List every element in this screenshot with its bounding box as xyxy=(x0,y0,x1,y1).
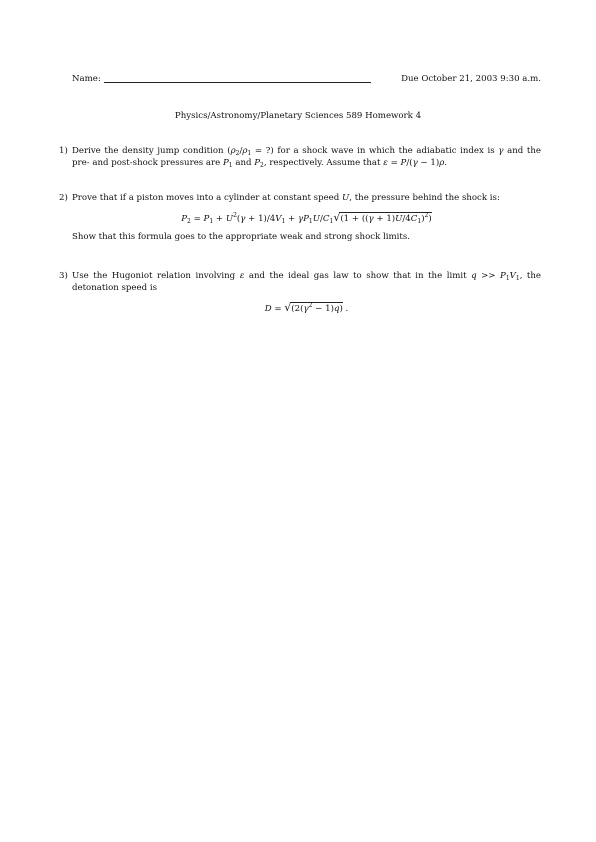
problem-followup: Show that this formula goes to the appropriate weak and strong shock limits. xyxy=(72,232,411,242)
problem-text: Prove that if a piston moves into a cylinder at constant speed U, the pressure behind the shock is: $P_2 = P_1 + U^2(\gamma + 1)/4V_1 + \gamma P_1U/C_1√(1 + ((\gamma + 1)U/4C_1)^2)$ Show that this formula goes to the appropriate weak and strong shock limits. xyxy=(72,192,541,243)
problem-2 xyxy=(59,192,541,243)
name-blank-line xyxy=(104,82,371,83)
pressure-equation: $P_2 = P_1 + U^2(\gamma + 1)/4V_1 + \gamma P_1U/C_1√(1 + ((\gamma + 1)U/4C_1)^2)$ xyxy=(181,211,432,225)
detonation-speed-equation: $D = √(2(\gamma^2 - 1)q)$ . xyxy=(264,301,349,314)
problem-text: Derive the density jump condition ($\rho_2/\rho_1$ = ?) for a shock wave in which the adiabatic index is γ and the pre- and post-shock pressures are $P_1$ and $P_2$, respectively. Assume that ε = P/(γ − 1)ρ. xyxy=(72,146,541,169)
name-label: Name: xyxy=(72,74,101,84)
problem-text: Use the Hugoniot relation involving ε and the ideal gas law to show that in the limit $q >> P_1V_1$, the detonation speed is $D = √(2(\gamma^2 - 1)q)$ . xyxy=(72,271,542,314)
problem-1 xyxy=(59,145,541,169)
due-date: Due October 21, 2003 9:30 a.m. xyxy=(401,74,541,84)
page-title: Physics/Astronomy/Planetary Sciences 589 Homework 4 xyxy=(174,111,422,121)
problem-number: 2) xyxy=(59,193,68,203)
problem-3 xyxy=(59,270,541,321)
problem-number: 3) xyxy=(59,271,68,281)
problem-number: 1) xyxy=(59,146,68,156)
